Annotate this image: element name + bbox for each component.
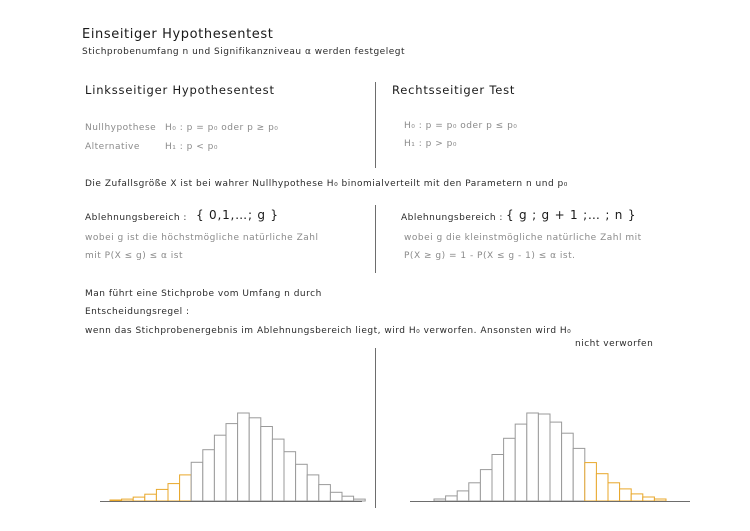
procedure-line-4: nicht verworfen — [575, 339, 654, 349]
right-bar-16-rejection — [620, 489, 632, 501]
right-bar-9 — [538, 414, 550, 501]
left-null-formula: H₀ : p = p₀ oder p ≥ p₀ — [165, 123, 279, 133]
left-bar-17 — [307, 475, 319, 501]
right-alt-formula: H₁ : p > p₀ — [404, 139, 457, 149]
right-bar-12 — [573, 448, 585, 501]
left-bar-13 — [261, 427, 273, 502]
left-heading: Linksseitiger Hypothesentest — [85, 83, 275, 97]
page-subtitle: Stichprobenumfang n und Signifikanzniveau α werden festgelegt — [82, 47, 405, 57]
left-bar-5-rejection — [168, 484, 180, 501]
left-bar-3-rejection — [145, 494, 157, 501]
left-bar-16 — [296, 464, 308, 501]
left-bar-11 — [238, 413, 250, 501]
right-region-explain-2: P(X ≥ g) = 1 - P(X ≤ g - 1) ≤ α ist. — [404, 251, 576, 261]
right-bar-8 — [527, 413, 539, 501]
left-bar-8 — [203, 450, 215, 501]
right-bar-5 — [492, 455, 504, 502]
right-bar-18-rejection — [643, 497, 655, 501]
left-bar-20 — [342, 496, 354, 501]
right-bar-11 — [562, 433, 574, 501]
right-bar-19-rejection — [654, 499, 666, 501]
distribution-statement: Die Zufallsgröße X ist bei wahrer Nullhypothese H₀ binomialverteilt mit den Parametern n und p₀ — [85, 179, 568, 189]
right-bar-6 — [504, 438, 516, 501]
left-bar-9 — [214, 435, 226, 501]
right-bar-4 — [480, 470, 492, 501]
page-title: Einseitiger Hypothesentest — [82, 27, 274, 42]
left-bar-21 — [354, 499, 366, 501]
right-region-explain-1: wobei g die kleinstmögliche natürliche Zahl mit — [404, 233, 642, 243]
right-region-set: { g ; g + 1 ;… ; n } — [506, 208, 637, 222]
right-bar-7 — [515, 424, 527, 501]
right-null-formula: H₀ : p = p₀ oder p ≤ p₀ — [404, 121, 518, 131]
right-bar-13-rejection — [585, 463, 597, 501]
left-bar-1-rejection — [122, 499, 134, 501]
right-bar-15-rejection — [608, 483, 620, 501]
left-bar-19 — [330, 492, 342, 501]
left-region-label: Ablehnungsbereich : — [85, 213, 187, 223]
left-bar-6-rejection — [180, 475, 192, 501]
right-bar-2 — [457, 491, 469, 501]
left-bar-12 — [249, 418, 261, 501]
left-bar-14 — [272, 439, 284, 501]
procedure-line-3: wenn das Stichprobenergebnis im Ablehnungsbereich liegt, wird H₀ verworfen. Ansonsten wird H₀ — [85, 326, 572, 336]
right-bar-14-rejection — [596, 474, 608, 501]
right-bar-10 — [550, 422, 562, 501]
left-bar-0-rejection — [110, 500, 122, 501]
right-bar-3 — [469, 483, 481, 501]
left-region-explain-2: mit P(X ≤ g) ≤ α ist — [85, 251, 184, 261]
left-null-label: Nullhypothese — [85, 123, 157, 133]
right-heading: Rechtsseitiger Test — [392, 83, 516, 97]
left-bar-2-rejection — [133, 497, 145, 501]
left-bar-18 — [319, 485, 331, 501]
procedure-line-1: Man führt eine Stichprobe vom Umfang n durch — [85, 289, 322, 299]
left-alt-formula: H₁ : p < p₀ — [165, 142, 218, 152]
right-bar-17-rejection — [631, 494, 643, 501]
right-bar-1 — [446, 496, 458, 501]
right-region-label: Ablehnungsbereich : — [401, 213, 503, 223]
left-bar-7 — [191, 462, 203, 501]
left-bar-15 — [284, 452, 296, 501]
left-bar-10 — [226, 424, 238, 501]
left-region-set: { 0,1,…; g } — [196, 208, 279, 222]
left-region-explain-1: wobei g ist die höchstmögliche natürliche Zahl — [85, 233, 319, 243]
procedure-line-2: Entscheidungsregel : — [85, 307, 190, 317]
left-alt-label: Alternative — [85, 142, 140, 152]
right-bar-0 — [434, 499, 446, 501]
left-bar-4-rejection — [156, 489, 168, 501]
